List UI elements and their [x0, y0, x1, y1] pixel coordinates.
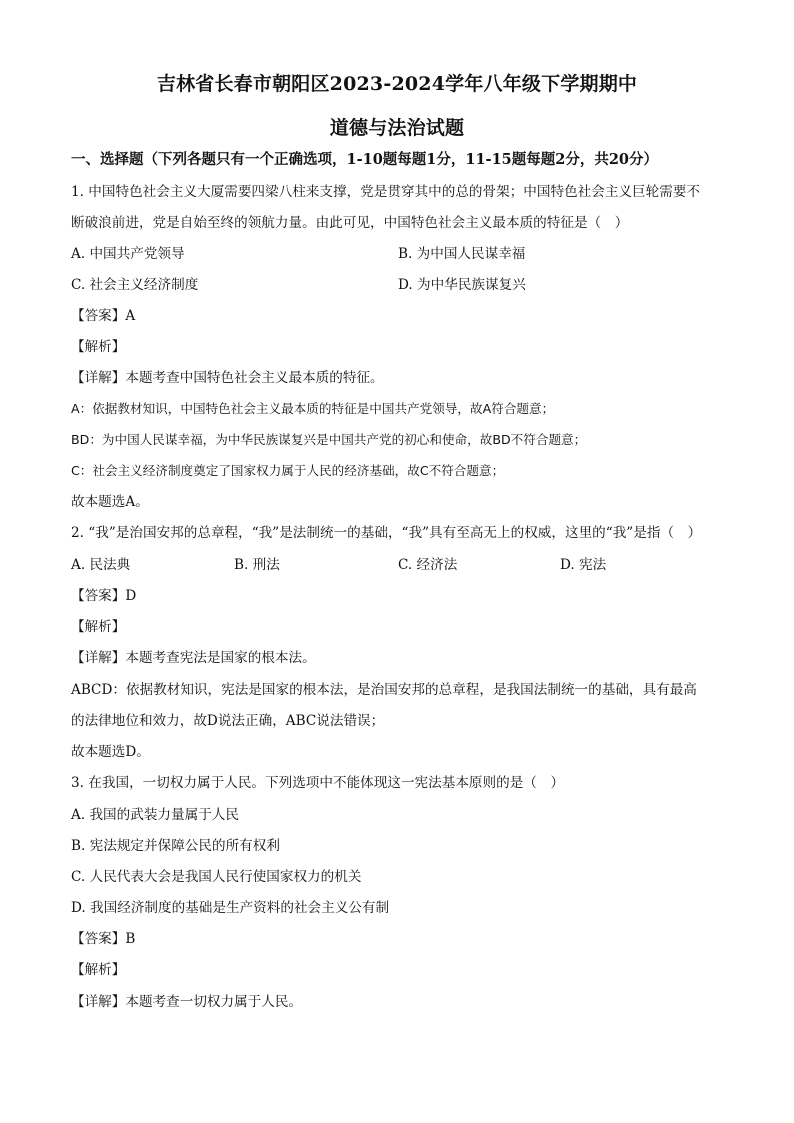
q1-explanation-2: BD：为中国人民谋幸福，为中华民族谋复兴是中国共产党的初心和使命，故BD不符合题意； [71, 432, 587, 447]
q3-option-a: A. 我国的武装力量属于人民 [71, 807, 239, 823]
q2-analysis-label: 【解析】 [71, 619, 126, 635]
q2-option-d: D. 宪法 [560, 557, 607, 573]
q3-option-d: D. 我国经济制度的基础是生产资料的社会主义公有制 [71, 900, 390, 916]
q2-conclusion: 故本题选D。 [71, 744, 150, 760]
q3-analysis-label: 【解析】 [71, 962, 126, 978]
q2-answer: 【答案】D [71, 588, 137, 604]
q1-option-c: C. 社会主义经济制度 [71, 277, 199, 293]
q2-option-a: A. 民法典 [71, 557, 131, 573]
section-heading: 一、选择题（下列各题只有一个正确选项，1-10题每题1分，11-15题每题2分，共20分） [71, 151, 659, 168]
q2-stem-line1: 2. “我”是治国安邦的总章程，“我”是法制统一的基础，“我”具有至高无上的权威，这里的“我”是指（ ） [71, 525, 702, 541]
q3-stem-line1: 3. 在我国，一切权力属于人民。下列选项中不能体现这一宪法基本原则的是（ ） [71, 775, 565, 791]
q1-detail: 【详解】本题考查中国特色社会主义最本质的特征。 [71, 370, 384, 386]
q2-option-c: C. 经济法 [398, 557, 458, 573]
exam-title: 吉林省长春市朝阳区2023-2024学年八年级下学期期中 [156, 73, 638, 95]
q3-option-c: C. 人民代表大会是我国人民行使国家权力的机关 [71, 869, 362, 885]
q3-answer: 【答案】B [71, 931, 136, 947]
q1-option-d: D. 为中华民族谋复兴 [398, 277, 526, 293]
q2-option-b: B. 刑法 [234, 557, 280, 573]
q2-explanation-1: ABCD：依据教材知识，宪法是国家的根本法，是治国安邦的总章程，是我国法制统一的基础，具有最高 [71, 682, 697, 698]
q1-option-a: A. 中国共产党领导 [71, 246, 185, 262]
q1-explanation-3: C：社会主义经济制度奠定了国家权力属于人民的经济基础，故C不符合题意； [71, 463, 505, 478]
q3-option-b: B. 宪法规定并保障公民的所有权利 [71, 838, 280, 854]
q1-conclusion: 故本题选A。 [71, 494, 149, 510]
q1-stem-line2: 断破浪前进，党是自始至终的领航力量。由此可见，中国特色社会主义最本质的特征是（ ） [71, 215, 629, 231]
q1-explanation-1: A：依据教材知识，中国特色社会主义最本质的特征是中国共产党领导，故A符合题意； [71, 401, 555, 416]
q1-analysis-label: 【解析】 [71, 339, 126, 355]
q2-explanation-2: 的法律地位和效力，故D说法正确，ABC说法错误； [71, 713, 385, 729]
q1-option-b: B. 为中国人民谋幸福 [398, 246, 526, 262]
q1-stem-line1: 1. 中国特色社会主义大厦需要四梁八柱来支撑，党是贯穿其中的总的骨架；中国特色社会主义巨轮需要不 [71, 184, 701, 200]
q3-detail: 【详解】本题考查一切权力属于人民。 [71, 994, 303, 1010]
q1-answer: 【答案】A [71, 308, 136, 324]
q2-detail: 【详解】本题考查宪法是国家的根本法。 [71, 650, 316, 666]
exam-subtitle: 道德与法治试题 [329, 117, 465, 139]
